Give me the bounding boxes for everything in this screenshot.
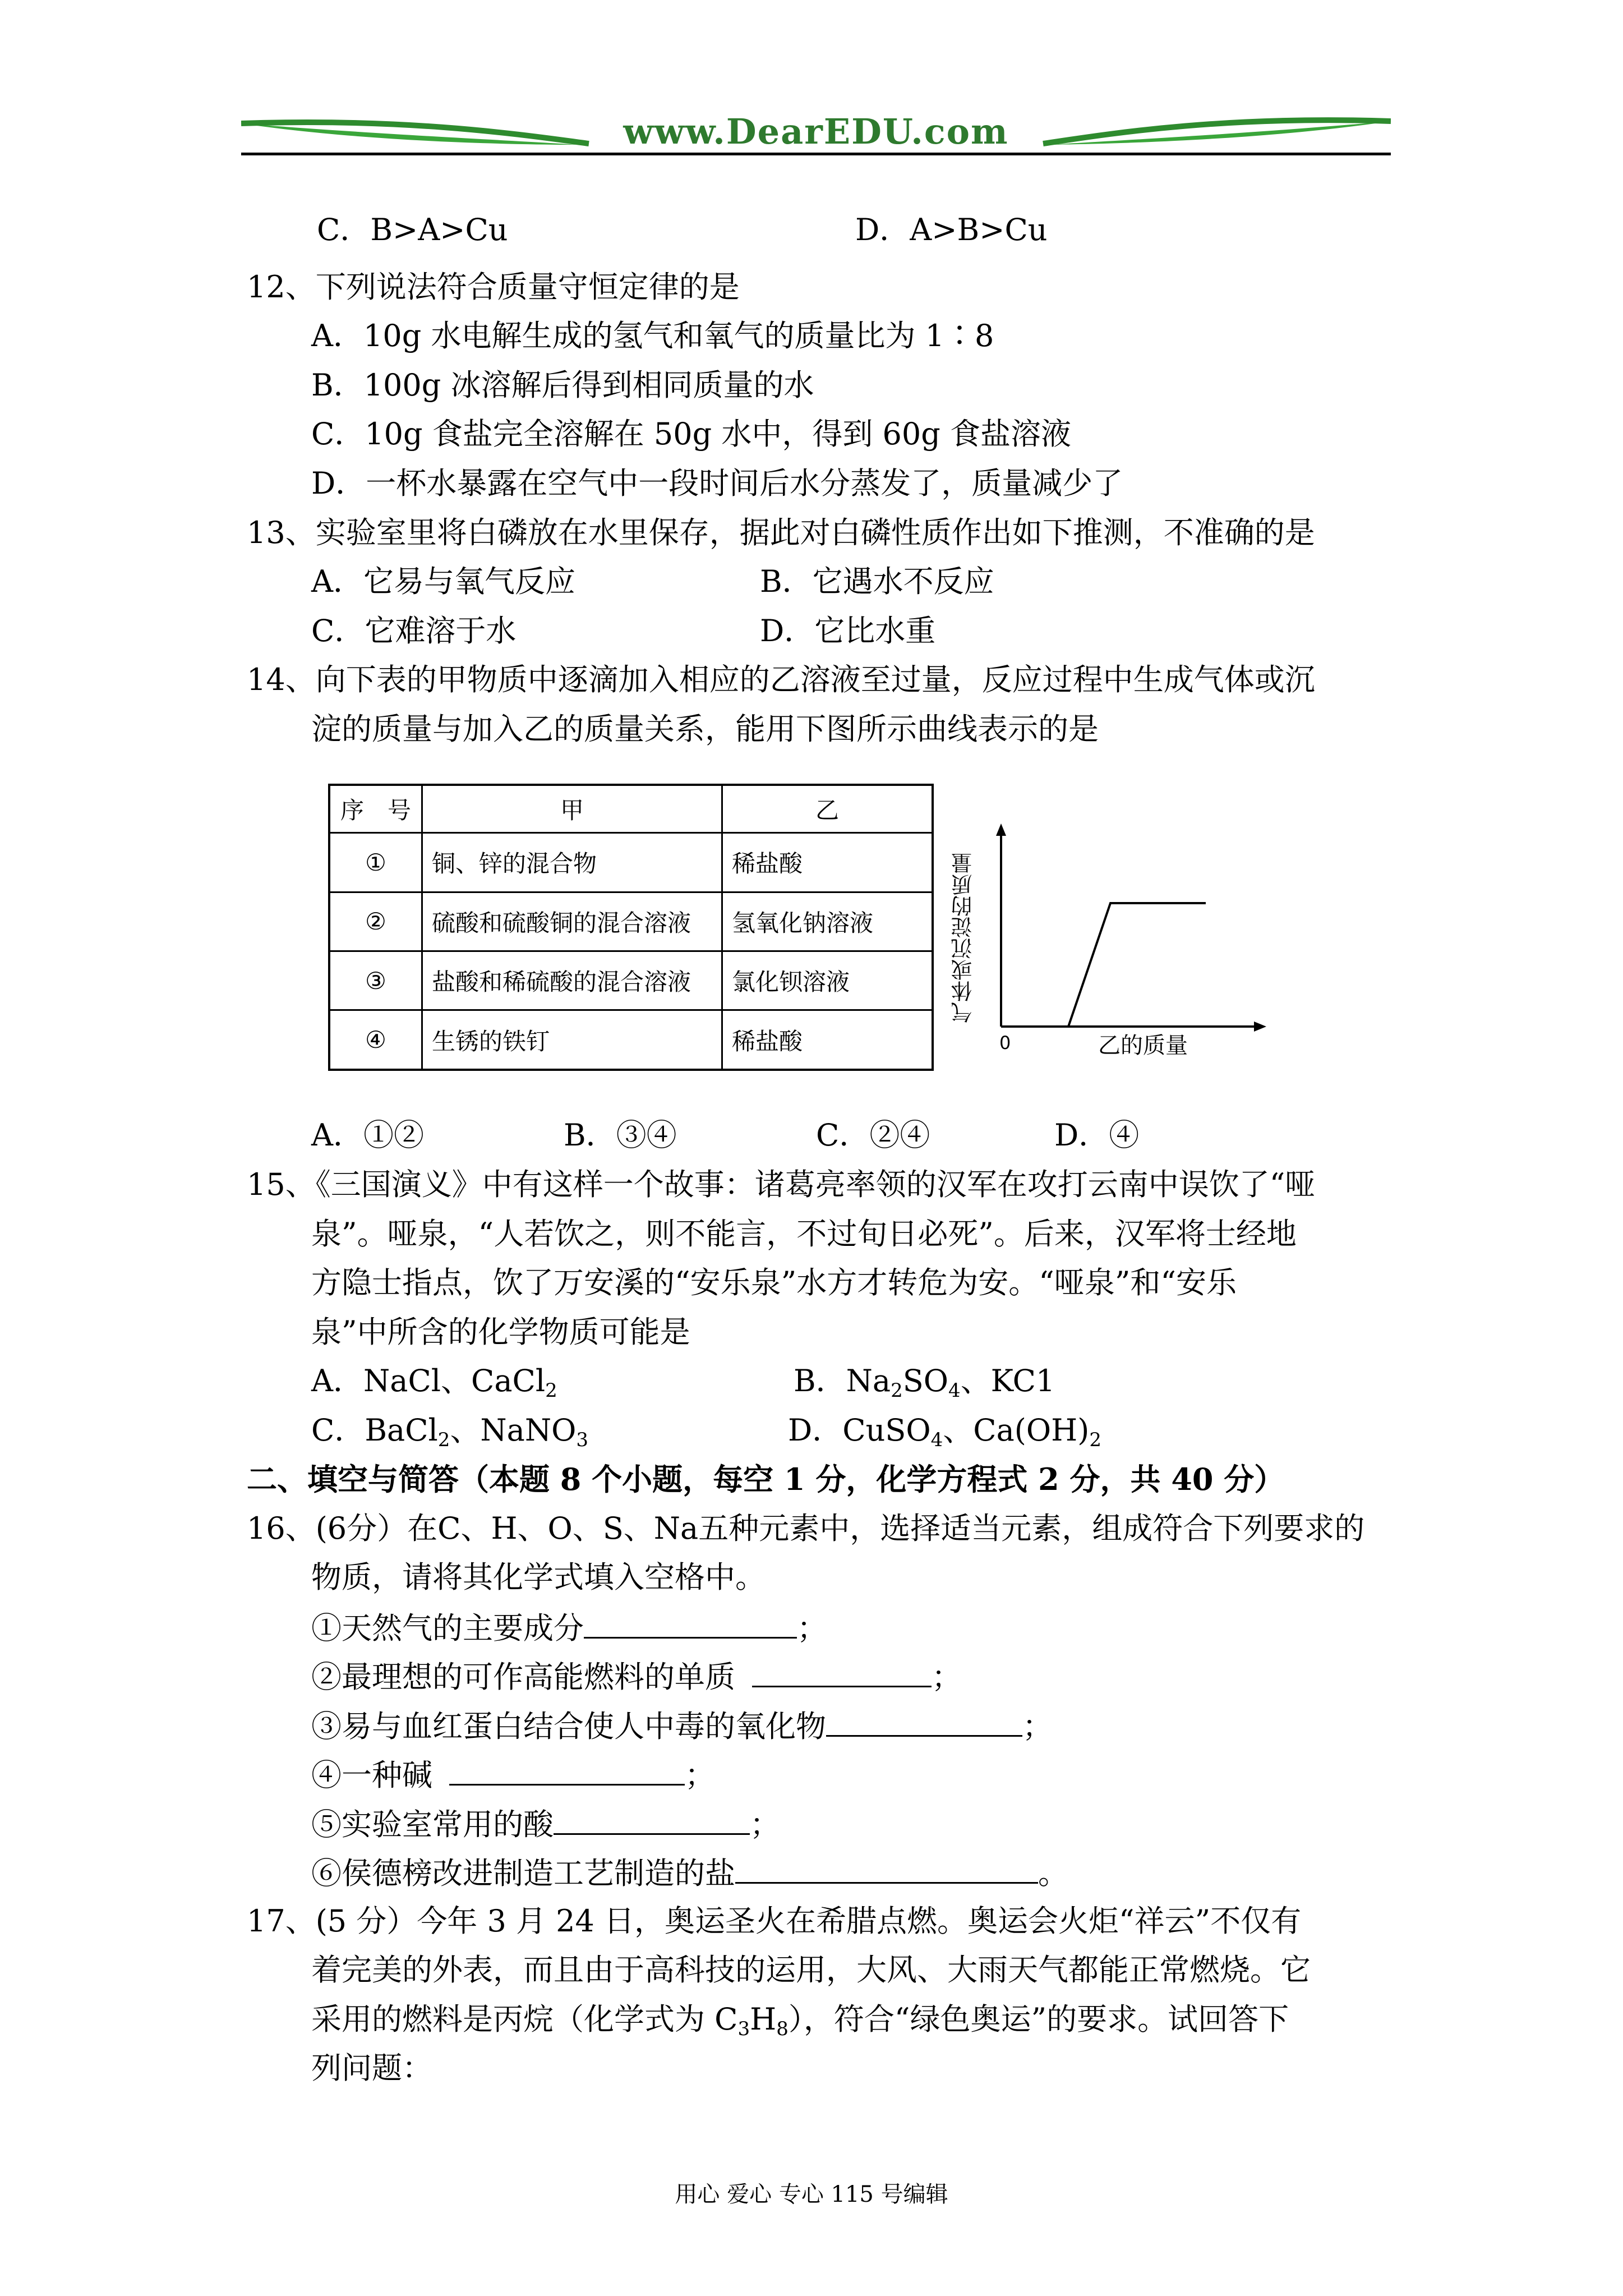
q17-line2: 着完美的外表，而且由于高科技的运用，大风、大雨天气都能正常燃烧。它 (311, 1952, 1311, 1987)
item-label: ②最理想的可作高能燃料的单质 (311, 1659, 735, 1695)
answer-blank-1[interactable] (584, 1609, 797, 1639)
q13-option-b: B．它遇水不反应 (760, 564, 994, 599)
q17-line3 (311, 2001, 1289, 2040)
answer-blank-3[interactable] (826, 1707, 1022, 1737)
formula-subscript: 8 (776, 2018, 789, 2040)
formula-subscript: 4 (948, 1379, 961, 1402)
table-cell: 稀盐酸 (722, 833, 933, 892)
table-header-cell: 序 号 (329, 785, 422, 833)
q11-option-d: D．A>B>Cu (855, 212, 1048, 247)
formula-subscript: 2 (1089, 1429, 1101, 1451)
q15-line4: 泉”中所含的化学物质可能是 (311, 1314, 690, 1350)
table-row (329, 951, 933, 1010)
punctuation: ； (750, 1807, 780, 1842)
answer-blank-4[interactable] (449, 1756, 685, 1786)
table-cell: ② (329, 892, 422, 951)
punctuation: ； (1022, 1709, 1053, 1744)
q14-stem-line2: 淀的质量与加入乙的质量关系，能用下图所示曲线表示的是 (311, 711, 1099, 747)
site-url[interactable]: www.DearEDU.com (623, 111, 1009, 152)
answer-blank-2[interactable] (752, 1658, 932, 1687)
table-cell: ③ (329, 951, 422, 1010)
formula-text: 、KC1 (960, 1363, 1055, 1398)
table-cell: 氢氧化钠溶液 (722, 892, 933, 951)
table-header-cell: 甲 (422, 785, 722, 833)
q15-line3: 方隐士指点，饮了万安溪的“安乐泉”水方才转危为安。“哑泉”和“安乐 (311, 1265, 1237, 1300)
graph-x-label: 乙的质量 (1098, 1033, 1188, 1059)
q14-stem-line1: 14、向下表的甲物质中逐滴加入相应的乙溶液至过量，反应过程中生成气体或沉 (247, 662, 1315, 697)
q17-line1: 17、(5 分）今年 3 月 24 日，奥运圣火在希腊点燃。奥运会火炬“祥云”不仅有 (247, 1903, 1302, 1939)
formula-subscript: 2 (545, 1379, 557, 1402)
formula-text: B．Na (794, 1363, 891, 1398)
formula-text: SO (902, 1363, 949, 1398)
q14-option-c: C．②④ (816, 1117, 930, 1153)
q15-option-b (794, 1363, 1055, 1402)
answer-blank-5[interactable] (554, 1805, 750, 1835)
q14-table (328, 784, 934, 1071)
formula-text: A．NaCl、CaCl (311, 1363, 546, 1398)
q12-option-b: B．100g 冰溶解后得到相同质量的水 (311, 367, 814, 403)
q16-item-5 (311, 1805, 780, 1843)
q14-option-b: B．③④ (564, 1117, 677, 1153)
item-label: ①天然气的主要成分 (311, 1611, 584, 1646)
formula-subscript: 3 (576, 1429, 589, 1451)
q13-option-c: C．它难溶于水 (311, 613, 517, 648)
table-cell: 硫酸和硫酸铜的混合溶液 (422, 892, 722, 951)
formula-subscript: 4 (930, 1429, 943, 1451)
q15-option-d (788, 1412, 1101, 1451)
q14-option-d: D．④ (1054, 1117, 1140, 1153)
q17-line4: 列问题： (311, 2050, 432, 2086)
q16-line1: 16、(6分）在C、H、O、S、Na五种元素中，选择适当元素，组成符合下列要求的 (247, 1511, 1365, 1546)
table-cell: 生锈的铁钉 (422, 1010, 722, 1070)
q13-option-d: D．它比水重 (760, 613, 936, 648)
formula-text: 、NaNO (450, 1412, 577, 1448)
punctuation: ； (797, 1611, 827, 1646)
graph-y-label: 气体或沉淀的质量 (951, 853, 976, 1023)
table-cell: 稀盐酸 (722, 1010, 933, 1070)
q12-option-a: A．10g 水电解生成的氢气和氧气的质量比为 1∶8 (311, 318, 994, 353)
page-footer: 用心 爱心 专心 115 号编辑 (675, 2182, 948, 2207)
table-cell: ① (329, 833, 422, 892)
table-cell: ④ (329, 1010, 422, 1070)
formula-text: C．BaCl (311, 1412, 438, 1448)
formula-text: H (750, 2001, 777, 2037)
q14-option-a: A．①② (311, 1117, 424, 1153)
table-row (329, 1010, 933, 1070)
q15-line2: 泉”。哑泉，“人若饮之，则不能言，不过旬日必死”。后来，汉军将士经地 (311, 1216, 1297, 1251)
item-label: ④一种碱 (311, 1757, 432, 1793)
q12-option-c: C．10g 食盐完全溶解在 50g 水中，得到 60g 食盐溶液 (311, 416, 1071, 452)
table-header-cell: 乙 (722, 785, 933, 833)
q16-item-3 (311, 1707, 1053, 1745)
table-row (329, 892, 933, 951)
formula-text: D．CuSO (788, 1412, 931, 1448)
punctuation: ； (685, 1757, 715, 1793)
answer-blank-6[interactable] (735, 1854, 1038, 1884)
graph-origin-label: 0 (999, 1032, 1011, 1053)
q13-option-a: A．它易与氧气反应 (311, 564, 575, 599)
formula-subscript: 3 (737, 2018, 750, 2040)
table-cell: 铜、锌的混合物 (422, 833, 722, 892)
q15-line1: 15、《三国演义》中有这样一个故事：诸葛亮率领的汉军在攻打云南中误饮了“哑 (247, 1167, 1316, 1202)
q16-item-4 (311, 1756, 715, 1793)
q16-item-2 (311, 1658, 962, 1695)
table-row (329, 833, 933, 892)
graph-curve (1068, 903, 1206, 1027)
q14-graph (948, 819, 1267, 1071)
q16-item-1 (311, 1609, 827, 1646)
q16-line2: 物质，请将其化学式填入空格中。 (311, 1559, 766, 1595)
x-axis-arrow-icon (1254, 1022, 1266, 1032)
formula-text: 采用的燃料是丙烷（化学式为 C (311, 2001, 738, 2037)
formula-text: 、Ca(OH) (943, 1412, 1090, 1448)
q12-stem: 12、下列说法符合质量守恒定律的是 (247, 269, 740, 305)
formula-subscript: 2 (437, 1429, 450, 1451)
q13-stem: 13、实验室里将白磷放在水里保存，据此对白磷性质作出如下推测，不准确的是 (247, 515, 1315, 550)
table-header-row (329, 785, 933, 833)
item-label: ③易与血红蛋白结合使人中毒的氧化物 (311, 1709, 826, 1744)
section-heading: 二、填空与简答（本题 8 个小题，每空 1 分，化学方程式 2 分，共 40 分） (247, 1461, 1285, 1497)
punctuation: 。 (1038, 1856, 1068, 1891)
table-cell: 盐酸和稀硫酸的混合溶液 (422, 951, 722, 1010)
q15-option-c (311, 1412, 589, 1451)
formula-subscript: 2 (891, 1379, 903, 1402)
q12-option-d: D．一杯水暴露在空气中一段时间后水分蒸发了，质量减少了 (311, 466, 1123, 501)
q16-item-6 (311, 1854, 1068, 1892)
item-label: ⑤实验室常用的酸 (311, 1807, 554, 1842)
item-label: ⑥侯德榜改进制造工艺制造的盐 (311, 1856, 735, 1891)
q15-option-a (311, 1363, 557, 1402)
header-rule (241, 153, 1391, 155)
y-axis-arrow-icon (996, 823, 1006, 836)
formula-text: ），符合“绿色奥运”的要求。试回答下 (788, 2001, 1289, 2037)
punctuation: ； (932, 1659, 962, 1695)
table-cell: 氯化钡溶液 (722, 951, 933, 1010)
q11-option-c: C．B>A>Cu (317, 212, 508, 247)
